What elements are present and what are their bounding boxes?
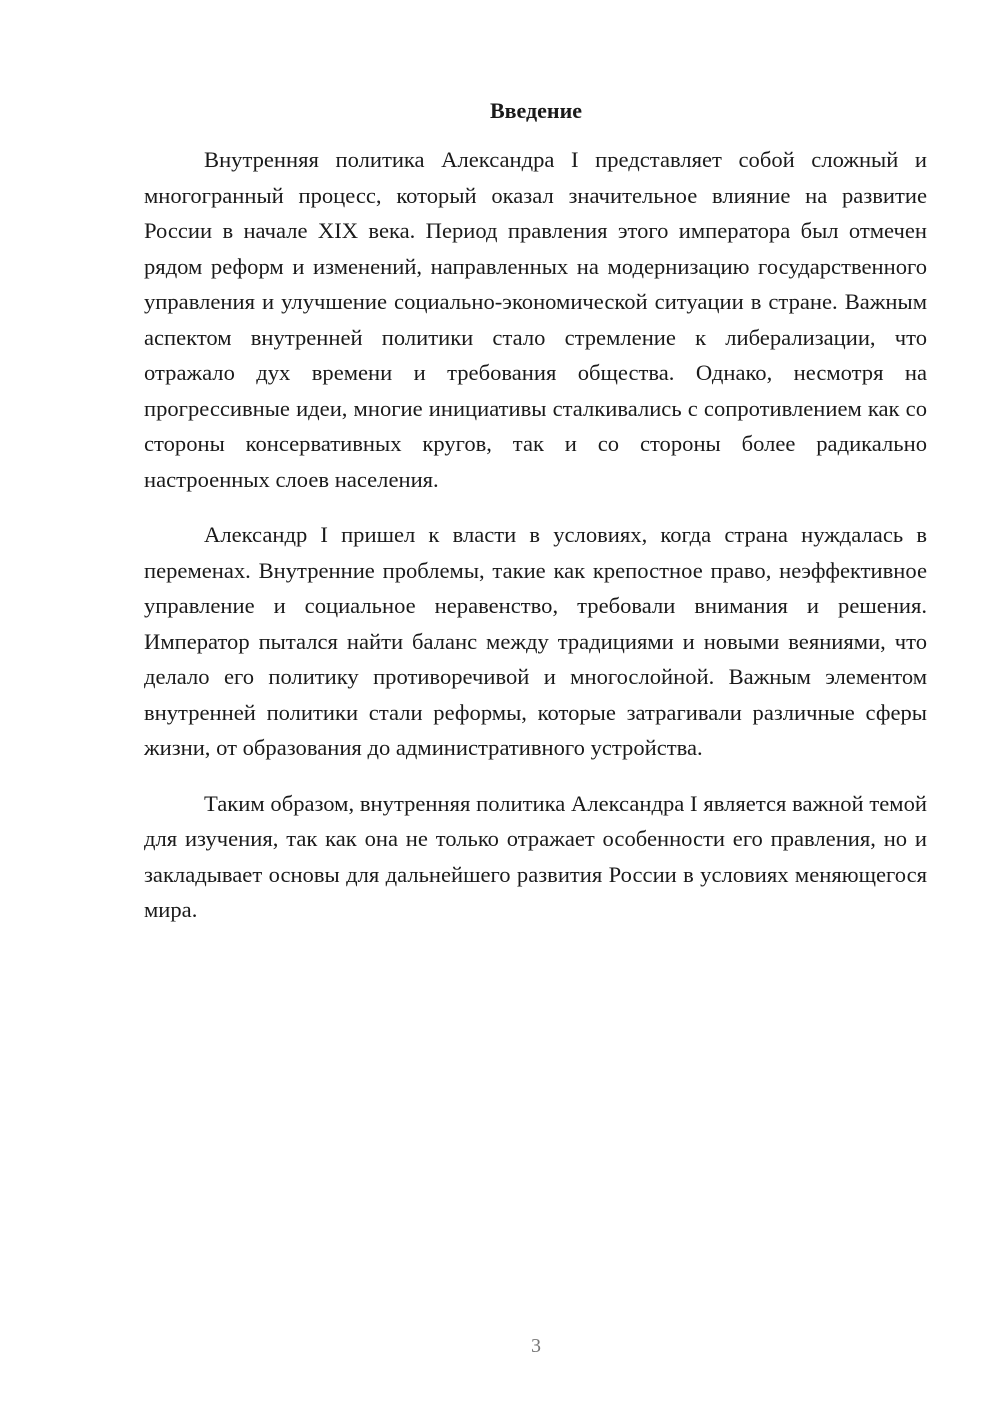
section-heading: Введение	[489, 98, 583, 123]
body-text	[144, 142, 927, 928]
paragraph-2: Александр I пришел к власти в условиях, когда страна нуждалась в переменах. Внутренние проблемы, такие как крепостное право, неэффективное управление и социальное неравенство, требовали внимания и решения. Император пытался найти баланс между традициями и новыми веяниями, что делало его политику противоречивой и многослойной. Важным элементом внутренней политики стали реформы, которые затрагивали различные сферы жизни, от образования до административного устройства.	[144, 522, 927, 760]
paragraph-1: Внутренняя политика Александра I представляет собой сложный и многогранный процесс, который оказал значительное влияние на развитие России в начале XIX века. Период правления этого императора был отмечен рядом реформ и изменений, направленных на модернизацию государственного управления и улучшение социально-экономической ситуации в стране. Важным аспектом внутренней политики стало стремление к либерализации, что отражало дух времени и требования общества. Однако, несмотря на прогрессивные идеи, многие инициативы сталкивались с сопротивлением как со стороны консервативных кругов, так и со стороны более радикально настроенных слоев населения.	[144, 147, 927, 492]
paragraph-3: Таким образом, внутренняя политика Александра I является важной темой для изучения, так как она не только отражает особенности его правления, но и закладывает основы для дальнейшего развития России в условиях меняющегося мира.	[144, 790, 927, 922]
page-number: 3	[531, 1335, 541, 1357]
